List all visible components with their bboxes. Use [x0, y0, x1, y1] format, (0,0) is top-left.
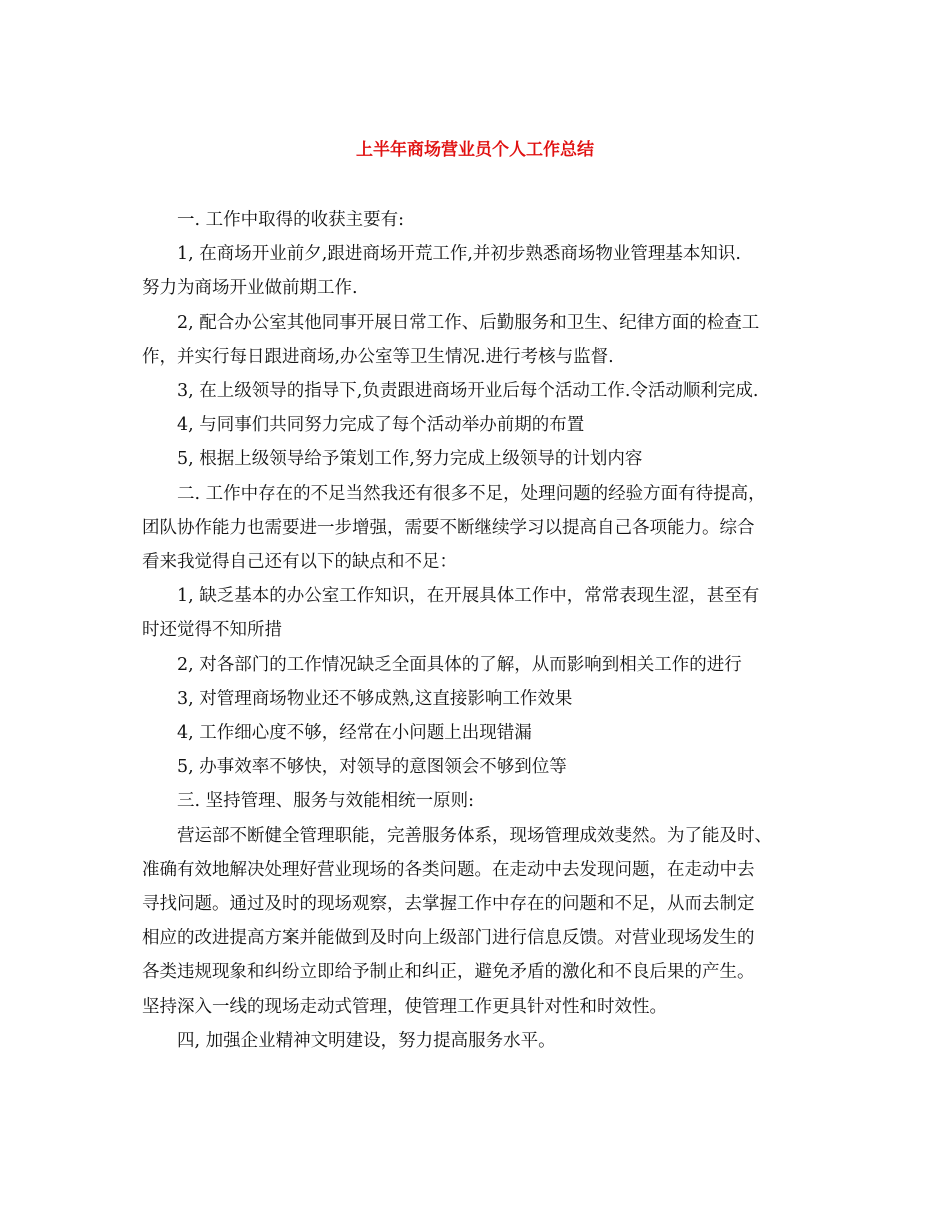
paragraph-line: 3, 对管理商场物业还不够成熟,这直接影响工作效果 [177, 688, 573, 709]
paragraph-line: 准确有效地解决处理好营业现场的各类问题。在走动中去发现问题，在走动中去 [142, 859, 755, 880]
paragraph-line: 看来我觉得自己还有以下的缺点和不足： [142, 552, 457, 573]
paragraph-line: 5, 办事效率不够快，对领导的意图领会不够到位等 [177, 757, 567, 778]
paragraph-line: 坚持深入一线的现场走动式管理，使管理工作更具针对性和时效性。 [142, 996, 667, 1017]
section-heading-4: 四, 加强企业精神文明建设，努力提高服务水平。 [177, 1030, 556, 1051]
paragraph-line: 团队协作能力也需要进一步增强，需要不断继续学习以提高自己各项能力。综合 [142, 517, 755, 538]
paragraph-line: 4, 工作细心度不够，经常在小问题上出现错漏 [177, 723, 532, 744]
paragraph-line: 时还觉得不知所措 [142, 620, 282, 641]
section-heading-2: 二. 工作中存在的不足当然我还有很多不足，处理问题的经验方面有待提高， [177, 483, 766, 504]
paragraph-line: 1, 缺乏基本的办公室工作知识，在开展具体工作中，常常表现生涩，甚至有 [177, 586, 760, 607]
paragraph-line: 5, 根据上级领导给予策划工作,努力完成上级领导的计划内容 [177, 449, 643, 470]
paragraph-line: 努力为商场开业做前期工作. [142, 278, 358, 299]
paragraph-line: 各类违规现象和纠纷立即给予制止和纠正，避免矛盾的激化和不良后果的产生。 [142, 962, 755, 983]
paragraph-line: 营运部不断健全管理职能，完善服务体系，现场管理成效斐然。为了能及时、 [177, 825, 772, 846]
paragraph-line: 作，并实行每日跟进商场,办公室等卫生情况.进行考核与监督. [142, 346, 614, 367]
section-heading-1: 一. 工作中取得的收获主要有: [177, 210, 405, 230]
paragraph-line: 3, 在上级领导的指导下,负责跟进商场开业后每个活动工作.令活动顺利完成. [177, 381, 759, 402]
paragraph-line: 4, 与同事们共同努力完成了每个活动举办前期的布置 [177, 415, 585, 436]
document-title: 上半年商场营业员个人工作总结 [356, 140, 594, 160]
section-heading-3: 三. 坚持管理、服务与效能相统一原则: [177, 791, 475, 812]
paragraph-line: 2, 对各部门的工作情况缺乏全面具体的了解，从而影响到相关工作的进行 [177, 654, 742, 675]
paragraph-line: 2, 配合办公室其他同事开展日常工作、后勤服务和卫生、纪律方面的检查工 [177, 312, 760, 333]
paragraph-line: 1, 在商场开业前夕,跟进商场开荒工作,并初步熟悉商场物业管理基本知识. [177, 244, 741, 265]
paragraph-line: 相应的改进提高方案并能做到及时向上级部门进行信息反馈。对营业现场发生的 [142, 928, 755, 949]
paragraph-line: 寻找问题。通过及时的现场观察，去掌握工作中存在的问题和不足，从而去制定 [142, 894, 755, 915]
document-body [142, 203, 812, 1058]
